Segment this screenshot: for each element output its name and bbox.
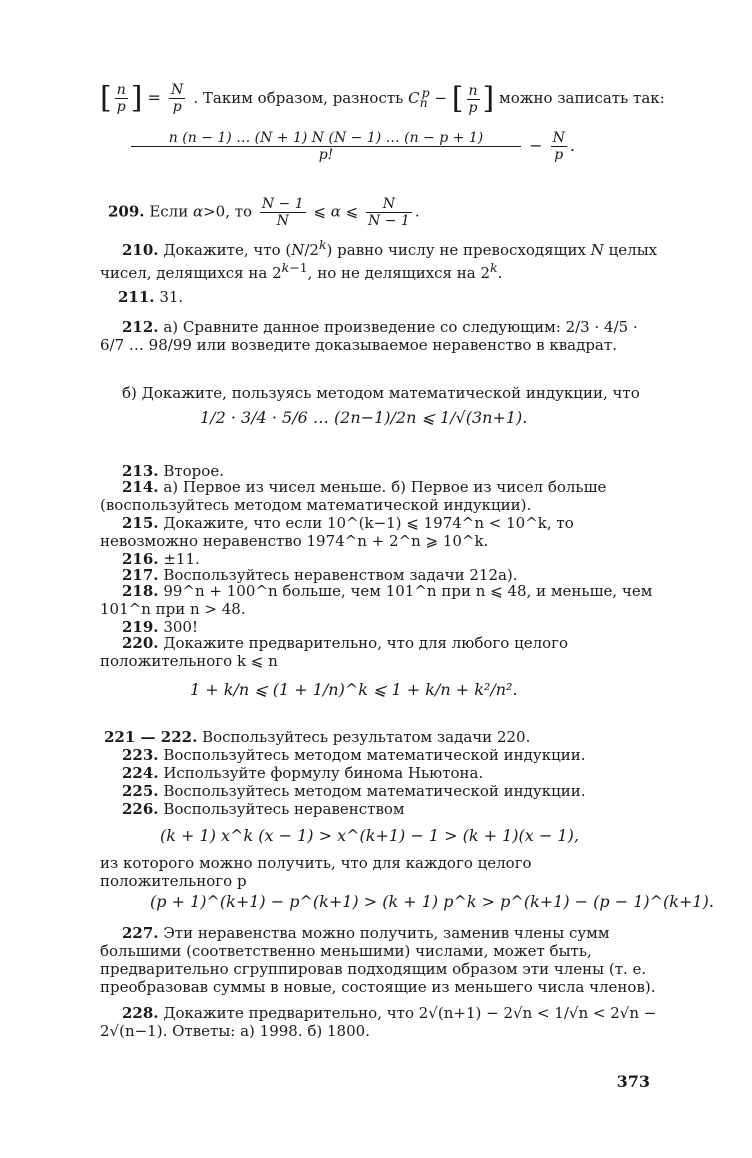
item-226-cont: из которого можно получить, что для каждого целого положительного p bbox=[100, 854, 532, 890]
item-223: 223. Воспользуйтесь методом математической индукции. bbox=[122, 746, 586, 764]
item-212a: 212. а) Сравните данное произведение со следующим: 2/3 · 4/5 · 6/7 … 98/99 или возведите доказываемое неравенство в квадрат. bbox=[100, 318, 638, 354]
item-221-222: 221 — 222. Воспользуйтесь результатом задачи 220. bbox=[104, 728, 531, 746]
item-214: 214. а) Первое из чисел меньше. б) Первое из чисел больше (воспользуйтесь методом математической индукции). bbox=[100, 478, 607, 514]
main-formula-denominator: p! bbox=[318, 147, 334, 163]
item-216: 216. ±11. bbox=[122, 550, 200, 568]
item-228: 228. Докажите предварительно, что 2√(n+1) − 2√n < 1/√n < 2√n − 2√(n−1). Ответы: а) 1998. б) 1800. bbox=[100, 1004, 657, 1040]
item-213: 213. Второе. bbox=[122, 462, 224, 480]
formula-220: 1 + k/n ⩽ (1 + 1/n)^k ⩽ 1 + k/n + k²/n². bbox=[190, 680, 518, 699]
formula-226a: (k + 1) x^k (x − 1) > x^(k+1) − 1 > (k + 1)(x − 1), bbox=[160, 826, 579, 845]
main-formula: $\frac{n (n - 1) \dots (N + 1) N (N - 1) \dots (n - p + 1)}{p!}$ − $\frac{N}{p}$ . bbox=[128, 130, 575, 163]
header-line: [ $\frac{n}{p}$ ] = $\frac{N}{p}$ . Таким образом, разность $C_n^p$ − [ $\frac{n}{p}$ ] можно записать так: bbox=[100, 80, 665, 116]
item-227: 227. Эти неравенства можно получить, заменив члены сумм большими (соответственно меньшими) числами, может быть, предварительно сгруппировав подходящим образом эти члены (т. е. преобразовав суммы в новые, состоящие из меньшего числа членов). bbox=[100, 924, 656, 996]
item-225: 225. Воспользуйтесь методом математической индукции. bbox=[122, 782, 586, 800]
header-text-end: можно записать так: bbox=[499, 89, 665, 107]
main-formula-numerator: n (n − 1) … (N + 1) N (N − 1) … (n − p + 1) bbox=[131, 130, 521, 147]
page-number: 373 bbox=[616, 1072, 650, 1091]
item-212b: б) Докажите, пользуясь методом математической индукции, что bbox=[122, 384, 640, 402]
item-219: 219. 300! bbox=[122, 618, 198, 636]
item-217: 217. Воспользуйтесь неравенством задачи 212а). bbox=[122, 566, 518, 584]
item-211: 211. 31. bbox=[118, 288, 184, 306]
item-220: 220. Докажите предварительно, что для любого целого положительного k ⩽ n bbox=[100, 634, 569, 670]
item-209: 209. Если α>0, то $\frac{N - 1}{N}$ ⩽ α ⩽ $\frac{N}{N - 1}$ . bbox=[108, 196, 420, 229]
formula-226b: (p + 1)^(k+1) − p^(k+1) > (k + 1) p^k > p^(k+1) − (p − 1)^(k+1). bbox=[150, 892, 714, 911]
item-226: 226. Воспользуйтесь неравенством bbox=[122, 800, 405, 818]
item-210: 210. Докажите, что (N/2$^k$) равно числу не превосходящих N целых чисел, делящихся на $2^{k-1}$, но не делящихся на 2$^k$. bbox=[100, 237, 658, 282]
item-218: 218. 99^n + 100^n больше, чем 101^n при n ⩽ 48, и меньше, чем 101^n при n > 48. bbox=[100, 582, 653, 618]
header-text: . Таким образом, разность bbox=[193, 89, 404, 107]
item-215: 215. Докажите, что если 10^(k−1) ⩽ 1974^n < 10^k, то невозможно неравенство 1974^n + 2^n ⩾ 10^k. bbox=[100, 514, 574, 550]
formula-212b: 1/2 · 3/4 · 5/6 … (2n−1)/2n ⩽ 1/√(3n+1). bbox=[200, 408, 528, 427]
item-224: 224. Используйте формулу бинома Ньютона. bbox=[122, 764, 484, 782]
